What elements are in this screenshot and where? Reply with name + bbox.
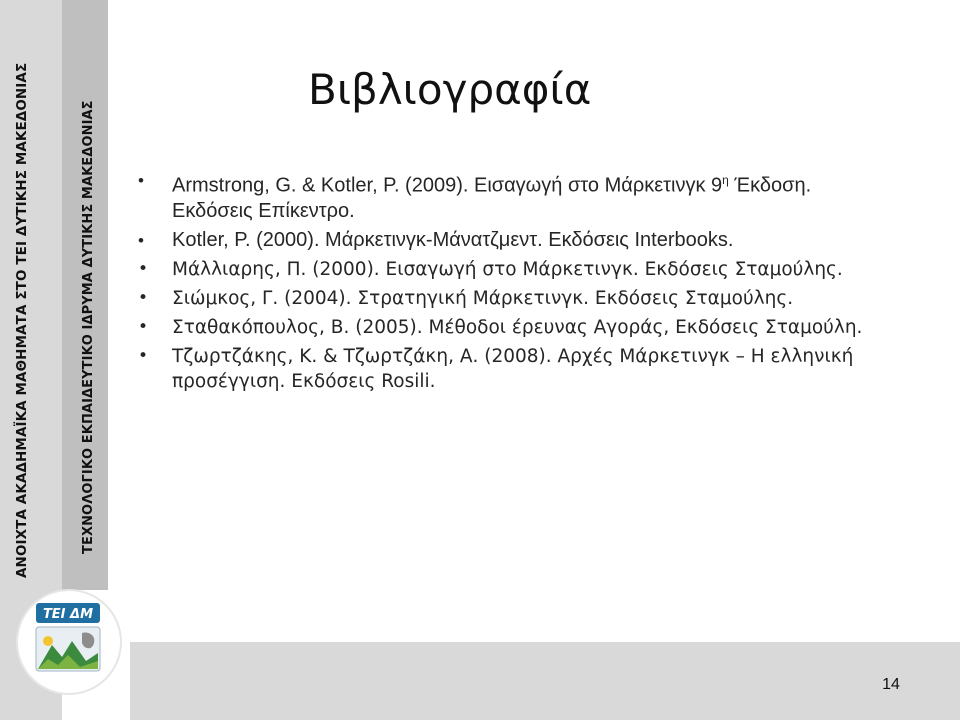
bullet-icon: •	[138, 345, 149, 366]
reference-text: Armstrong, G. & Kotler, P. (2009). Εισαγωγή στο Μάρκετινγκ 9	[172, 174, 723, 197]
reference-superscript: η	[722, 173, 729, 187]
reference-text: Σιώμκος, Γ. (2004). Στρατηγική Μάρκετινγκ. Εκδόσεις Σταμούλης.	[172, 287, 794, 309]
footer-bar	[130, 642, 960, 720]
list-item	[138, 228, 878, 253]
list-item	[138, 344, 878, 394]
list-item	[138, 168, 878, 224]
tei-logo	[8, 585, 130, 695]
reference-text: Τζωρτζάκης, Κ. & Τζωρτζάκη, Α. (2008). Αρχές Μάρκετινγκ – Η ελληνική προσέγγιση. Εκδόσεις Rosili.	[172, 345, 854, 392]
page-title: Βιβλιογραφία	[308, 65, 592, 114]
sidebar-inner-text: ΤΕΧΝΟΛΟΓΙΚΟ ΕΚΠΑΙΔΕΥΤΙΚΟ ΙΔΡΥΜΑ ΔΥΤΙΚΗΣ ΜΑΚΕΔΟΝΙΑΣ	[81, 100, 96, 554]
reference-text: Kotler, P. (2000). Μάρκετινγκ-Μάνατζμεντ. Εκδόσεις Interbooks.	[172, 228, 734, 251]
list-item	[138, 257, 878, 282]
bullet-icon: •	[138, 316, 149, 337]
logo-text: TEI ΔM	[42, 607, 94, 622]
bullet-icon: •	[138, 171, 144, 190]
page-number: 14	[882, 676, 900, 693]
bullet-icon: •	[138, 287, 149, 308]
reference-text: Σταθακόπουλος, Β. (2005). Μέθοδοι έρευνας Αγοράς, Εκδόσεις Σταμούλη.	[172, 316, 863, 338]
list-item	[138, 315, 878, 340]
bibliography-list	[138, 168, 878, 398]
list-item	[138, 286, 878, 311]
bullet-icon: •	[138, 258, 149, 279]
reference-text: Μάλλιαρης, Π. (2000). Εισαγωγή στο Μάρκετινγκ. Εκδόσεις Σταμούλης.	[172, 258, 843, 280]
logo-graphic	[8, 585, 130, 695]
sidebar-outer-text: ΑΝΟΙΧΤΑ ΑΚΑΔΗΜΑΪΚΑ ΜΑΘΗΜΑΤΑ ΣΤΟ ΤΕΙ ΔΥΤΙΚΗΣ ΜΑΚΕΔΟΝΙΑΣ	[14, 62, 30, 578]
reference-text-continued: Έκδοση. Εκδόσεις Επίκεντρο.	[172, 174, 812, 222]
bullet-icon: •	[138, 230, 144, 250]
